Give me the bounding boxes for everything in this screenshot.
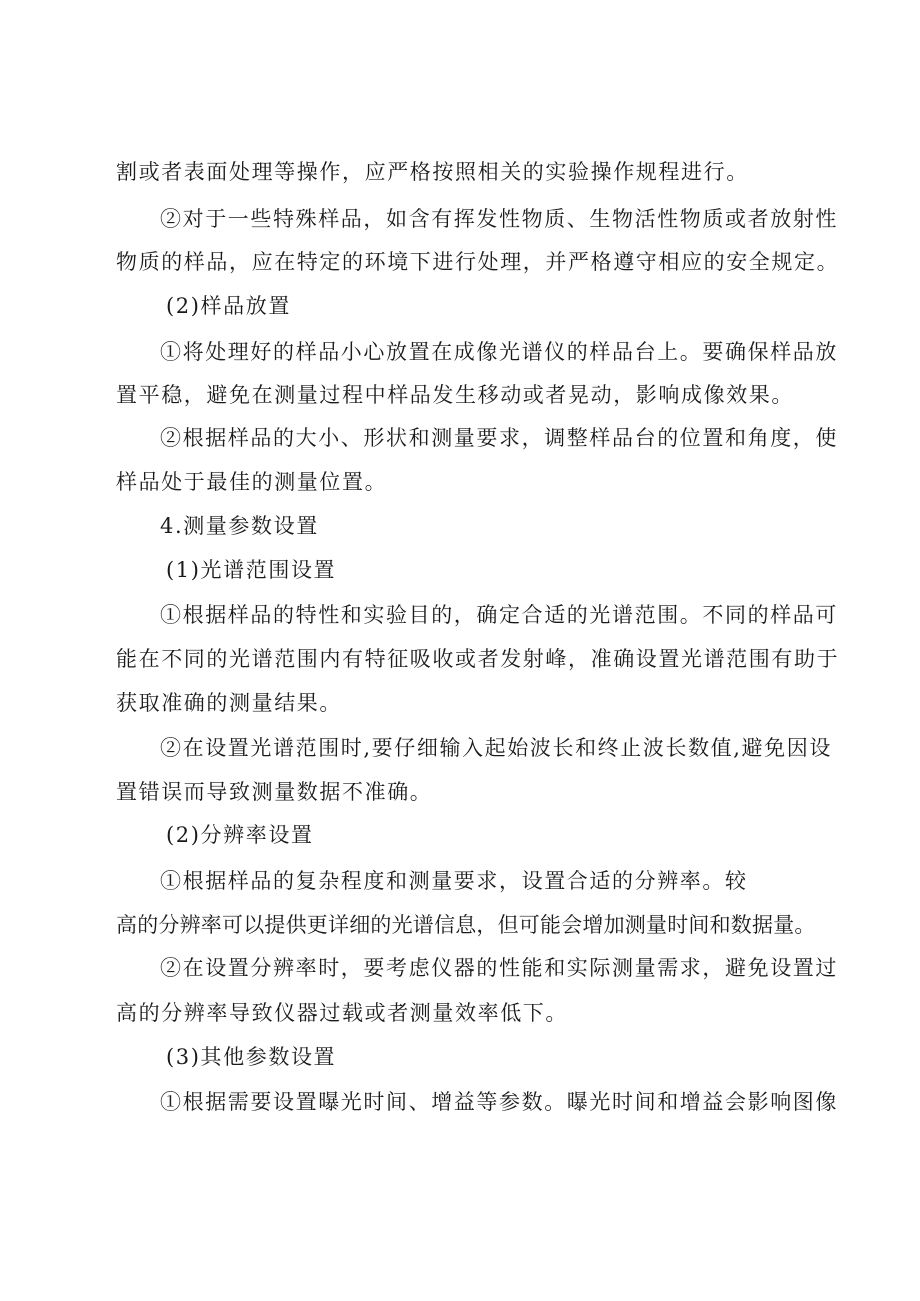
paragraph-line: ②在设置分辨率时，要考虑仪器的性能和实际测量需求，避免设置过 [160, 956, 838, 980]
section-heading: (2)分辨率设置 [166, 823, 314, 847]
paragraph-line: 高的分辨率可以提供更详细的光谱信息，但可能会增加测量时间和数据量。 [116, 913, 816, 937]
paragraph-line: 高的分辨率导致仪器过载或者测量效率低下。 [116, 1001, 568, 1025]
section-heading: (3)其他参数设置 [166, 1045, 337, 1069]
paragraph-line: ②对于一些特殊样品，如含有挥发性物质、生物活性物质或者放射性 [160, 207, 838, 231]
paragraph-line: ②根据样品的大小、形状和测量要求，调整样品台的位置和角度，使 [160, 426, 838, 450]
paragraph-line: 割或者表面处理等操作，应严格按照相关的实验操作规程进行。 [116, 160, 749, 184]
paragraph-line: ①根据样品的复杂程度和测量要求，设置合适的分辨率。较 [160, 869, 748, 893]
paragraph-line: ①根据需要设置曝光时间、增益等参数。曝光时间和增益会影响图像 [160, 1090, 838, 1114]
paragraph-line: 置平稳，避免在测量过程中样品发生移动或者晃动，影响成像效果。 [116, 383, 794, 407]
paragraph-line: 置错误而导致测量数据不准确。 [116, 780, 433, 804]
paragraph-line: 能在不同的光谱范围内有特征吸收或者发射峰，准确设置光谱范围有助于 [116, 647, 840, 671]
section-heading: 4.测量参数设置 [160, 514, 319, 538]
paragraph-line: 获取准确的测量结果。 [116, 691, 342, 715]
paragraph-line: 物质的样品，应在特定的环境下进行处理，并严格遵守相应的安全规定。 [116, 250, 840, 274]
paragraph-line: ①根据样品的特性和实验目的，确定合适的光谱范围。不同的样品可 [160, 603, 838, 627]
paragraph-line: ①将处理好的样品小心放置在成像光谱仪的样品台上。要确保样品放 [160, 340, 838, 364]
section-heading: (1)光谱范围设置 [166, 558, 337, 582]
paragraph-line: 样品处于最佳的测量位置。 [116, 470, 388, 494]
paragraph-line: ②在设置光谱范围时,要仔细输入起始波长和终止波长数值,避免因设 [160, 736, 832, 760]
section-heading: (2)样品放置 [166, 294, 291, 318]
